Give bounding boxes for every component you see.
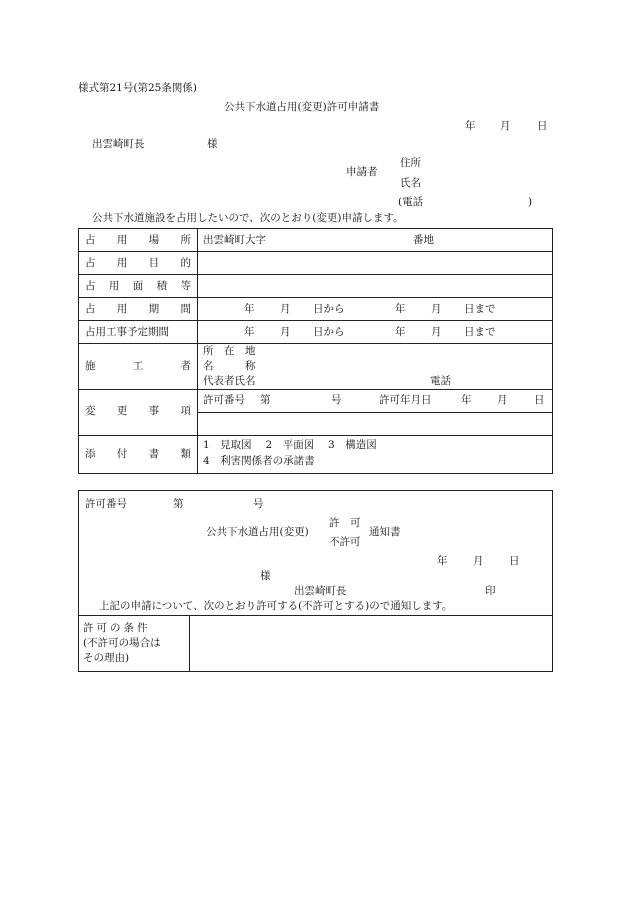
change-permit-no: 許可番号: [203, 394, 245, 406]
date-month: 月: [500, 120, 511, 132]
applicant-name-label: 氏名: [400, 177, 421, 189]
place-prefix: 出雲崎町大字: [203, 234, 266, 246]
date-year: 年: [465, 120, 476, 132]
contractor-rep: 代表者氏名: [203, 375, 256, 387]
label-change: 変 更 事 項: [85, 405, 191, 417]
applicant-label: 申請者: [346, 166, 378, 178]
notice-box: [78, 490, 553, 672]
label-work-period: 占用工事予定期間: [85, 326, 169, 338]
conditions-label-1: 許可の条件: [83, 622, 151, 634]
notice-issuer: 出雲崎町長: [294, 585, 347, 597]
change-dai: 第: [260, 394, 271, 406]
period-from-day: 日から: [313, 303, 345, 315]
notice-date-day: 日: [509, 555, 520, 567]
notice-dai: 第: [173, 498, 184, 510]
applicant-phone-close: ): [528, 196, 533, 208]
conditions-label-2: (不許可の場合は: [83, 637, 161, 649]
application-table: [78, 228, 553, 474]
change-go: 号: [331, 394, 342, 406]
conditions-column-divider: [189, 615, 190, 671]
label-purpose: 占 用 目 的: [85, 257, 191, 269]
notice-title-main: 公共下水道占用(変更): [206, 526, 309, 538]
conditions-label-3: その理由): [83, 652, 130, 664]
notice-seal: 印: [485, 585, 496, 597]
conditions-divider: [79, 615, 552, 616]
addressee-honorific: 様: [207, 138, 218, 150]
intro-text: 公共下水道施設を占用したいので、次のとおり(変更)申請します。: [92, 212, 404, 224]
place-suffix: 番地: [413, 234, 434, 246]
label-period: 占 用 期 間: [85, 303, 191, 315]
work-to-month: 月: [431, 326, 442, 338]
label-area: 占 用 面 積 等: [85, 280, 191, 292]
contractor-name: 名 称: [203, 360, 256, 372]
form-number: 様式第21号(第25条関係): [78, 82, 197, 94]
work-from-month: 月: [280, 326, 291, 338]
period-from-month: 月: [280, 303, 291, 315]
notice-kyoka: 許 可: [329, 517, 361, 529]
change-month: 月: [497, 394, 508, 406]
applicant-phone-label: (電話: [398, 196, 424, 208]
notice-fukyoka: 不許可: [329, 536, 361, 548]
work-from-year: 年: [244, 326, 255, 338]
contractor-location: 所 在 地: [203, 345, 256, 357]
work-to-day: 日まで: [464, 326, 496, 338]
addressee: 出雲崎町長: [92, 138, 145, 150]
period-from-year: 年: [244, 303, 255, 315]
period-to-day: 日まで: [464, 303, 496, 315]
notice-title-end: 通知書: [369, 526, 401, 538]
change-day: 日: [534, 394, 545, 406]
applicant-address-label: 住所: [400, 157, 421, 169]
change-row-divider: [197, 412, 552, 413]
work-from-day: 日から: [313, 326, 345, 338]
notice-honorific: 様: [260, 570, 271, 582]
contractor-phone: 電話: [430, 375, 451, 387]
period-to-month: 月: [431, 303, 442, 315]
date-day: 日: [537, 120, 548, 132]
notice-go: 号: [253, 498, 264, 510]
notice-body: 上記の申請について、次のとおり許可する(不許可とする)ので通知します。: [99, 600, 453, 612]
label-attachments: 添 付 書 類: [85, 448, 191, 460]
column-divider: [197, 229, 198, 473]
attachments-line2: 4 利害関係者の承諾書: [203, 455, 315, 467]
page-title: 公共下水道占用(変更)許可申請書: [224, 101, 380, 113]
label-place: 占 用 場 所: [85, 234, 191, 246]
label-contractor: 施 工 者: [85, 360, 191, 372]
notice-date-year: 年: [437, 555, 448, 567]
notice-date-month: 月: [473, 555, 484, 567]
change-permit-date: 許可年月日: [379, 394, 432, 406]
notice-permit-no-label: 許可番号: [85, 498, 127, 510]
work-to-year: 年: [395, 326, 406, 338]
period-to-year: 年: [395, 303, 406, 315]
attachments-line1: 1 見取図 2 平面図 3 構造図: [203, 439, 377, 451]
change-year: 年: [461, 394, 472, 406]
